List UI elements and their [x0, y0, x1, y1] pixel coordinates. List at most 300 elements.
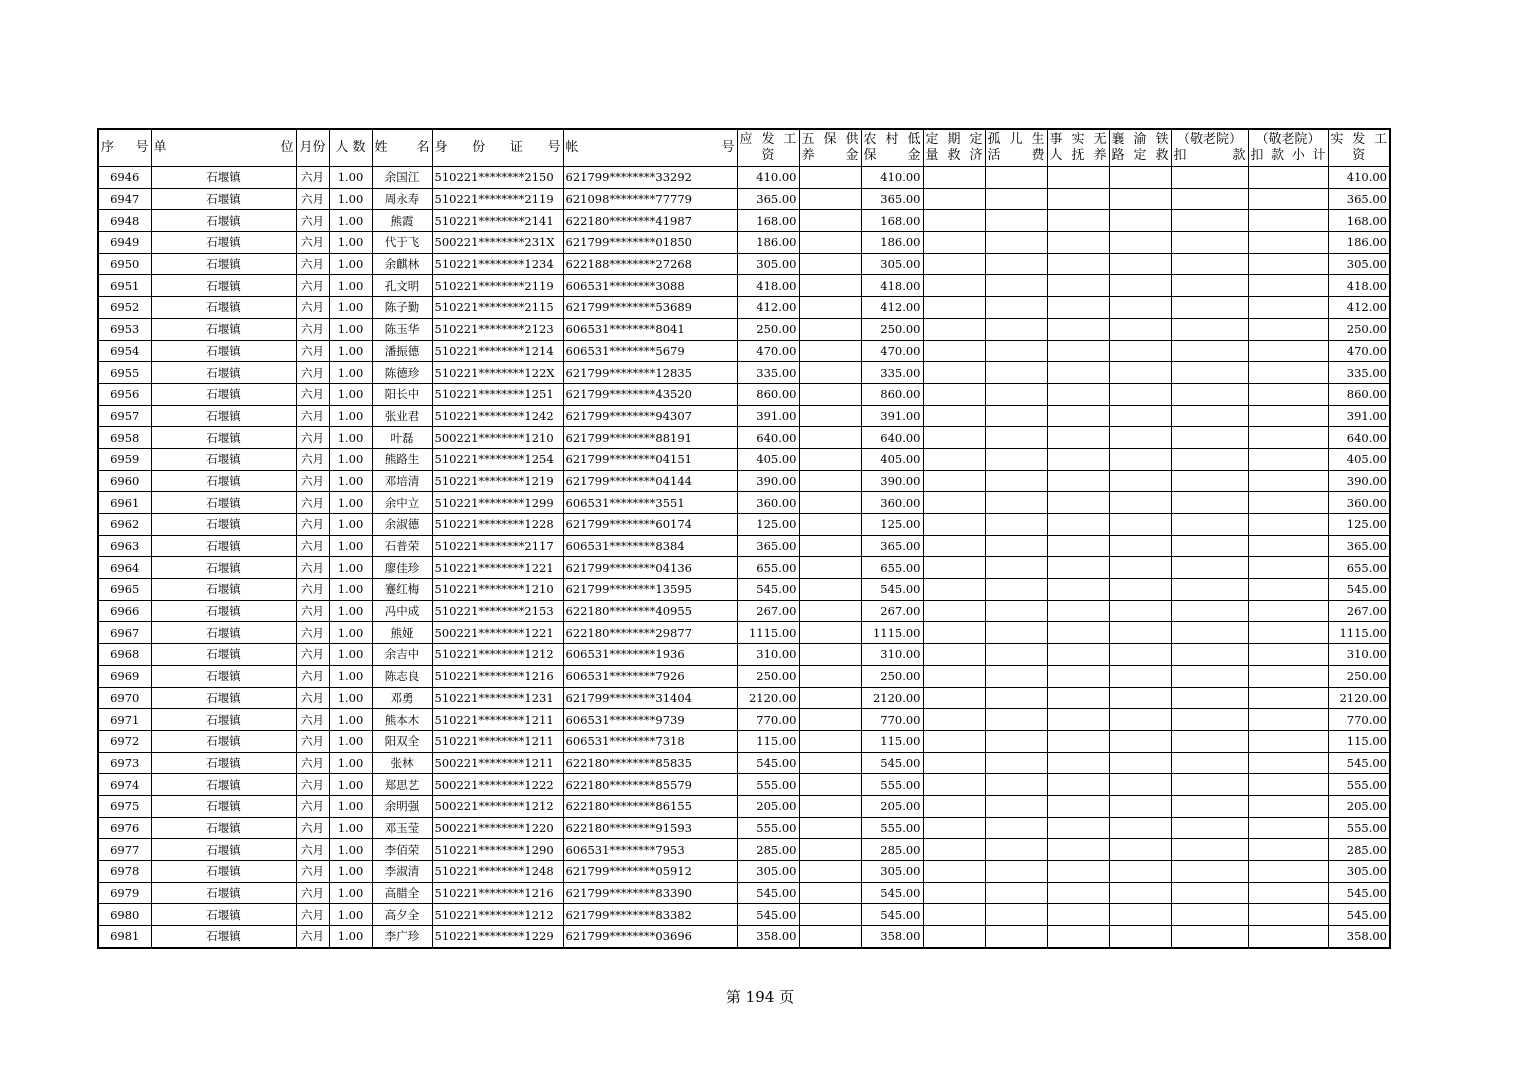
- month-cell: 六月: [296, 514, 329, 536]
- payable-cell: 1115.00: [737, 622, 799, 644]
- persons-cell: 1.00: [329, 644, 372, 666]
- jinglao-deduction-cell: [1171, 340, 1248, 362]
- orphan-cell: [985, 882, 1047, 904]
- dingliang-cell: [923, 210, 985, 232]
- shishi-cell: [1047, 904, 1109, 926]
- unit-cell: 石堰镇: [151, 665, 296, 687]
- month-cell: 六月: [296, 904, 329, 926]
- table-body: [98, 167, 1390, 948]
- table-row: [98, 861, 1390, 883]
- orphan-cell: [985, 253, 1047, 275]
- orphan-cell: [985, 448, 1047, 470]
- jinglao-deduction-cell: [1171, 622, 1248, 644]
- seq-cell: 6976: [98, 817, 151, 839]
- xiangyu-cell: [1109, 557, 1171, 579]
- dingliang-cell: [923, 383, 985, 405]
- id-cell: 510221********2117: [432, 535, 563, 557]
- actual-cell: 860.00: [1328, 383, 1390, 405]
- shishi-cell: [1047, 752, 1109, 774]
- seq-cell: 6978: [98, 861, 151, 883]
- unit-cell: 石堰镇: [151, 297, 296, 319]
- account-cell: 622180********85835: [563, 752, 737, 774]
- actual-cell: 186.00: [1328, 232, 1390, 254]
- id-cell: 510221********1211: [432, 709, 563, 731]
- id-cell: 510221********1219: [432, 470, 563, 492]
- id-cell: 500221********1210: [432, 427, 563, 449]
- name-cell: 陈玉华: [372, 318, 432, 340]
- persons-cell: 1.00: [329, 687, 372, 709]
- table-row: [98, 904, 1390, 926]
- xiangyu-cell: [1109, 904, 1171, 926]
- actual-cell: 418.00: [1328, 275, 1390, 297]
- dingliang-cell: [923, 557, 985, 579]
- header-name: 姓 名: [372, 129, 432, 167]
- table-row: [98, 470, 1390, 492]
- jinglao-deduction-cell: [1171, 774, 1248, 796]
- jinglao-subtotal-cell: [1248, 253, 1328, 275]
- id-cell: 510221********122X: [432, 362, 563, 384]
- wubao-cell: [799, 297, 861, 319]
- name-cell: 邓培清: [372, 470, 432, 492]
- header-jinglao-deduction: （敬老院） 扣 款: [1171, 129, 1248, 167]
- wubao-cell: [799, 709, 861, 731]
- unit-cell: 石堰镇: [151, 383, 296, 405]
- table-row: [98, 687, 1390, 709]
- unit-cell: 石堰镇: [151, 861, 296, 883]
- orphan-cell: [985, 318, 1047, 340]
- jinglao-deduction-cell: [1171, 275, 1248, 297]
- unit-cell: 石堰镇: [151, 774, 296, 796]
- dingliang-cell: [923, 861, 985, 883]
- jinglao-subtotal-cell: [1248, 882, 1328, 904]
- dingliang-cell: [923, 340, 985, 362]
- persons-cell: 1.00: [329, 861, 372, 883]
- name-cell: 张林: [372, 752, 432, 774]
- month-cell: 六月: [296, 709, 329, 731]
- name-cell: 叶磊: [372, 427, 432, 449]
- id-cell: 510221********1234: [432, 253, 563, 275]
- table-row: [98, 600, 1390, 622]
- name-cell: 熊路生: [372, 448, 432, 470]
- seq-cell: 6971: [98, 709, 151, 731]
- seq-cell: 6956: [98, 383, 151, 405]
- actual-cell: 545.00: [1328, 904, 1390, 926]
- jinglao-deduction-cell: [1171, 253, 1248, 275]
- month-cell: 六月: [296, 362, 329, 384]
- payable-cell: 545.00: [737, 882, 799, 904]
- xiangyu-cell: [1109, 926, 1171, 948]
- persons-cell: 1.00: [329, 882, 372, 904]
- xiangyu-cell: [1109, 644, 1171, 666]
- dibao-cell: 391.00: [861, 405, 923, 427]
- unit-cell: 石堰镇: [151, 579, 296, 601]
- dibao-cell: 418.00: [861, 275, 923, 297]
- orphan-cell: [985, 817, 1047, 839]
- actual-cell: 391.00: [1328, 405, 1390, 427]
- payable-cell: 391.00: [737, 405, 799, 427]
- name-cell: 郑思艺: [372, 774, 432, 796]
- jinglao-deduction-cell: [1171, 839, 1248, 861]
- name-cell: 余国江: [372, 167, 432, 189]
- jinglao-deduction-cell: [1171, 405, 1248, 427]
- jinglao-subtotal-cell: [1248, 861, 1328, 883]
- jinglao-subtotal-cell: [1248, 687, 1328, 709]
- jinglao-subtotal-cell: [1248, 275, 1328, 297]
- id-cell: 500221********1222: [432, 774, 563, 796]
- dingliang-cell: [923, 687, 985, 709]
- table-row: [98, 709, 1390, 731]
- actual-cell: 555.00: [1328, 817, 1390, 839]
- account-cell: 621799********31404: [563, 687, 737, 709]
- dingliang-cell: [923, 926, 985, 948]
- payable-cell: 655.00: [737, 557, 799, 579]
- account-cell: 606531********8041: [563, 318, 737, 340]
- jinglao-subtotal-cell: [1248, 318, 1328, 340]
- shishi-cell: [1047, 774, 1109, 796]
- persons-cell: 1.00: [329, 774, 372, 796]
- actual-cell: 125.00: [1328, 514, 1390, 536]
- dingliang-cell: [923, 167, 985, 189]
- dibao-cell: 250.00: [861, 318, 923, 340]
- dibao-cell: 358.00: [861, 926, 923, 948]
- payable-cell: 860.00: [737, 383, 799, 405]
- month-cell: 六月: [296, 600, 329, 622]
- shishi-cell: [1047, 665, 1109, 687]
- dingliang-cell: [923, 535, 985, 557]
- id-cell: 510221********1229: [432, 926, 563, 948]
- dibao-cell: 555.00: [861, 774, 923, 796]
- shishi-cell: [1047, 275, 1109, 297]
- month-cell: 六月: [296, 557, 329, 579]
- header-persons: 人 数: [329, 129, 372, 167]
- account-cell: 606531********3551: [563, 492, 737, 514]
- jinglao-deduction-cell: [1171, 383, 1248, 405]
- id-cell: 510221********1248: [432, 861, 563, 883]
- account-cell: 621799********04136: [563, 557, 737, 579]
- dingliang-cell: [923, 492, 985, 514]
- dingliang-cell: [923, 253, 985, 275]
- table-row: [98, 492, 1390, 514]
- shishi-cell: [1047, 210, 1109, 232]
- unit-cell: 石堰镇: [151, 427, 296, 449]
- xiangyu-cell: [1109, 167, 1171, 189]
- orphan-cell: [985, 730, 1047, 752]
- table-row: [98, 557, 1390, 579]
- header-unit: 单 位: [151, 129, 296, 167]
- dingliang-cell: [923, 665, 985, 687]
- name-cell: 熊霞: [372, 210, 432, 232]
- jinglao-subtotal-cell: [1248, 340, 1328, 362]
- dingliang-cell: [923, 405, 985, 427]
- payable-cell: 545.00: [737, 579, 799, 601]
- id-cell: 510221********1216: [432, 665, 563, 687]
- seq-cell: 6972: [98, 730, 151, 752]
- jinglao-subtotal-cell: [1248, 167, 1328, 189]
- table-row: [98, 579, 1390, 601]
- persons-cell: 1.00: [329, 275, 372, 297]
- wubao-cell: [799, 340, 861, 362]
- jinglao-deduction-cell: [1171, 709, 1248, 731]
- payable-cell: 205.00: [737, 795, 799, 817]
- actual-cell: 360.00: [1328, 492, 1390, 514]
- shishi-cell: [1047, 600, 1109, 622]
- orphan-cell: [985, 297, 1047, 319]
- wubao-cell: [799, 448, 861, 470]
- name-cell: 陈志良: [372, 665, 432, 687]
- dibao-cell: 125.00: [861, 514, 923, 536]
- account-cell: 621799********04151: [563, 448, 737, 470]
- account-cell: 621799********43520: [563, 383, 737, 405]
- seq-cell: 6961: [98, 492, 151, 514]
- wubao-cell: [799, 904, 861, 926]
- payable-cell: 305.00: [737, 861, 799, 883]
- jinglao-deduction-cell: [1171, 427, 1248, 449]
- name-cell: 邓勇: [372, 687, 432, 709]
- jinglao-deduction-cell: [1171, 752, 1248, 774]
- month-cell: 六月: [296, 318, 329, 340]
- wubao-cell: [799, 882, 861, 904]
- table-row: [98, 232, 1390, 254]
- xiangyu-cell: [1109, 817, 1171, 839]
- unit-cell: 石堰镇: [151, 795, 296, 817]
- id-cell: 510221********1228: [432, 514, 563, 536]
- dibao-cell: 1115.00: [861, 622, 923, 644]
- unit-cell: 石堰镇: [151, 730, 296, 752]
- dibao-cell: 545.00: [861, 882, 923, 904]
- account-cell: 606531********3088: [563, 275, 737, 297]
- name-cell: 余麒林: [372, 253, 432, 275]
- payable-cell: 418.00: [737, 275, 799, 297]
- dibao-cell: 305.00: [861, 861, 923, 883]
- unit-cell: 石堰镇: [151, 318, 296, 340]
- payroll-table: [97, 128, 1391, 949]
- persons-cell: 1.00: [329, 557, 372, 579]
- actual-cell: 285.00: [1328, 839, 1390, 861]
- shishi-cell: [1047, 470, 1109, 492]
- dibao-cell: 205.00: [861, 795, 923, 817]
- seq-cell: 6960: [98, 470, 151, 492]
- id-cell: 510221********1214: [432, 340, 563, 362]
- month-cell: 六月: [296, 861, 329, 883]
- page-number: 第 194 页: [725, 988, 795, 1006]
- unit-cell: 石堰镇: [151, 882, 296, 904]
- name-cell: 张业君: [372, 405, 432, 427]
- unit-cell: 石堰镇: [151, 752, 296, 774]
- seq-cell: 6962: [98, 514, 151, 536]
- jinglao-deduction-cell: [1171, 687, 1248, 709]
- name-cell: 余明强: [372, 795, 432, 817]
- month-cell: 六月: [296, 427, 329, 449]
- actual-cell: 555.00: [1328, 774, 1390, 796]
- account-cell: 622180********86155: [563, 795, 737, 817]
- dibao-cell: 115.00: [861, 730, 923, 752]
- table-row: [98, 405, 1390, 427]
- actual-cell: 412.00: [1328, 297, 1390, 319]
- header-orphan: 孤 儿 生 活 费: [985, 129, 1047, 167]
- wubao-cell: [799, 405, 861, 427]
- dibao-cell: 405.00: [861, 448, 923, 470]
- month-cell: 六月: [296, 188, 329, 210]
- xiangyu-cell: [1109, 730, 1171, 752]
- payable-cell: 365.00: [737, 188, 799, 210]
- shishi-cell: [1047, 644, 1109, 666]
- id-cell: 510221********2119: [432, 275, 563, 297]
- name-cell: 廖佳珍: [372, 557, 432, 579]
- wubao-cell: [799, 492, 861, 514]
- unit-cell: 石堰镇: [151, 687, 296, 709]
- xiangyu-cell: [1109, 492, 1171, 514]
- seq-cell: 6963: [98, 535, 151, 557]
- account-cell: 622188********27268: [563, 253, 737, 275]
- name-cell: 余中立: [372, 492, 432, 514]
- persons-cell: 1.00: [329, 817, 372, 839]
- orphan-cell: [985, 904, 1047, 926]
- dibao-cell: 640.00: [861, 427, 923, 449]
- wubao-cell: [799, 817, 861, 839]
- table-row: [98, 427, 1390, 449]
- jinglao-deduction-cell: [1171, 470, 1248, 492]
- id-cell: 510221********1299: [432, 492, 563, 514]
- seq-cell: 6947: [98, 188, 151, 210]
- month-cell: 六月: [296, 448, 329, 470]
- dibao-cell: 2120.00: [861, 687, 923, 709]
- wubao-cell: [799, 188, 861, 210]
- orphan-cell: [985, 210, 1047, 232]
- unit-cell: 石堰镇: [151, 839, 296, 861]
- id-cell: 510221********1251: [432, 383, 563, 405]
- dingliang-cell: [923, 904, 985, 926]
- table-row: [98, 644, 1390, 666]
- shishi-cell: [1047, 579, 1109, 601]
- orphan-cell: [985, 557, 1047, 579]
- dibao-cell: 412.00: [861, 297, 923, 319]
- wubao-cell: [799, 275, 861, 297]
- payable-cell: 555.00: [737, 817, 799, 839]
- shishi-cell: [1047, 687, 1109, 709]
- xiangyu-cell: [1109, 232, 1171, 254]
- actual-cell: 470.00: [1328, 340, 1390, 362]
- persons-cell: 1.00: [329, 600, 372, 622]
- month-cell: 六月: [296, 470, 329, 492]
- name-cell: 余淑德: [372, 514, 432, 536]
- month-cell: 六月: [296, 665, 329, 687]
- persons-cell: 1.00: [329, 448, 372, 470]
- shishi-cell: [1047, 817, 1109, 839]
- wubao-cell: [799, 557, 861, 579]
- jinglao-subtotal-cell: [1248, 622, 1328, 644]
- dibao-cell: 655.00: [861, 557, 923, 579]
- payable-cell: 335.00: [737, 362, 799, 384]
- payable-cell: 545.00: [737, 752, 799, 774]
- table-row: [98, 188, 1390, 210]
- persons-cell: 1.00: [329, 427, 372, 449]
- wubao-cell: [799, 861, 861, 883]
- id-cell: 510221********2150: [432, 167, 563, 189]
- seq-cell: 6946: [98, 167, 151, 189]
- table-row: [98, 318, 1390, 340]
- dibao-cell: 545.00: [861, 904, 923, 926]
- jinglao-subtotal-cell: [1248, 904, 1328, 926]
- xiangyu-cell: [1109, 665, 1171, 687]
- persons-cell: 1.00: [329, 470, 372, 492]
- jinglao-deduction-cell: [1171, 492, 1248, 514]
- xiangyu-cell: [1109, 383, 1171, 405]
- xiangyu-cell: [1109, 687, 1171, 709]
- account-cell: 621799********83382: [563, 904, 737, 926]
- shishi-cell: [1047, 427, 1109, 449]
- actual-cell: 640.00: [1328, 427, 1390, 449]
- shishi-cell: [1047, 362, 1109, 384]
- jinglao-subtotal-cell: [1248, 188, 1328, 210]
- payable-cell: 305.00: [737, 253, 799, 275]
- dingliang-cell: [923, 622, 985, 644]
- account-cell: 622180********91593: [563, 817, 737, 839]
- payable-cell: 360.00: [737, 492, 799, 514]
- orphan-cell: [985, 405, 1047, 427]
- seq-cell: 6968: [98, 644, 151, 666]
- month-cell: 六月: [296, 253, 329, 275]
- xiangyu-cell: [1109, 275, 1171, 297]
- month-cell: 六月: [296, 644, 329, 666]
- unit-cell: 石堰镇: [151, 644, 296, 666]
- persons-cell: 1.00: [329, 730, 372, 752]
- shishi-cell: [1047, 167, 1109, 189]
- actual-cell: 770.00: [1328, 709, 1390, 731]
- shishi-cell: [1047, 926, 1109, 948]
- seq-cell: 6964: [98, 557, 151, 579]
- shishi-cell: [1047, 318, 1109, 340]
- unit-cell: 石堰镇: [151, 340, 296, 362]
- seq-cell: 6970: [98, 687, 151, 709]
- name-cell: 高腊全: [372, 882, 432, 904]
- seq-cell: 6965: [98, 579, 151, 601]
- wubao-cell: [799, 687, 861, 709]
- wubao-cell: [799, 210, 861, 232]
- payable-cell: 310.00: [737, 644, 799, 666]
- id-cell: 510221********1254: [432, 448, 563, 470]
- unit-cell: 石堰镇: [151, 188, 296, 210]
- payable-cell: 555.00: [737, 774, 799, 796]
- seq-cell: 6966: [98, 600, 151, 622]
- payable-cell: 168.00: [737, 210, 799, 232]
- persons-cell: 1.00: [329, 752, 372, 774]
- month-cell: 六月: [296, 535, 329, 557]
- actual-cell: 1115.00: [1328, 622, 1390, 644]
- jinglao-deduction-cell: [1171, 297, 1248, 319]
- wubao-cell: [799, 600, 861, 622]
- id-cell: 510221********2141: [432, 210, 563, 232]
- table-row: [98, 340, 1390, 362]
- payable-cell: 358.00: [737, 926, 799, 948]
- orphan-cell: [985, 752, 1047, 774]
- header-row: [98, 129, 1390, 167]
- shishi-cell: [1047, 839, 1109, 861]
- jinglao-deduction-cell: [1171, 232, 1248, 254]
- name-cell: 李淑清: [372, 861, 432, 883]
- payable-cell: 285.00: [737, 839, 799, 861]
- payable-cell: 640.00: [737, 427, 799, 449]
- xiangyu-cell: [1109, 297, 1171, 319]
- shishi-cell: [1047, 514, 1109, 536]
- jinglao-subtotal-cell: [1248, 644, 1328, 666]
- jinglao-subtotal-cell: [1248, 926, 1328, 948]
- wubao-cell: [799, 926, 861, 948]
- jinglao-deduction-cell: [1171, 926, 1248, 948]
- jinglao-deduction-cell: [1171, 535, 1248, 557]
- seq-cell: 6980: [98, 904, 151, 926]
- table-row: [98, 665, 1390, 687]
- jinglao-deduction-cell: [1171, 318, 1248, 340]
